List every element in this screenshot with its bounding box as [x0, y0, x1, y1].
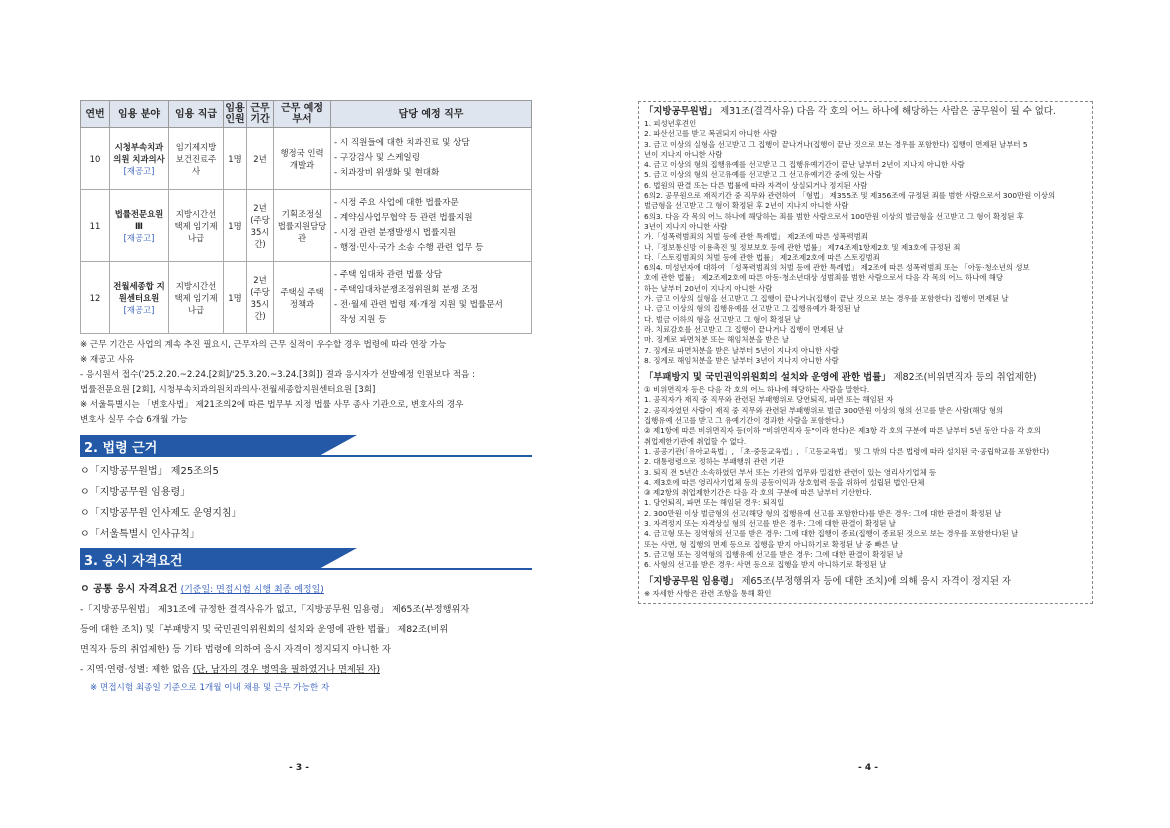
row-count: 1명 — [224, 128, 247, 190]
block1-title: 「지방공무원법」 제31조(결격사유) 다음 각 호의 어느 하나에 해당하는 사람은 공무원이 될 수 없다. — [644, 106, 1056, 117]
row-dept: 행정국 인력개발과 — [274, 128, 331, 190]
requirement-paragraph: -「지방공무원법」 제31조에 규정한 결격사유가 없고,「지방공무원 임용령」 제65조(부정행위자 등에 대한 조치) 및「부패방지 및 국민권익위원회의 설치와 운영에 관한 법률」 제82조(비위 면직자 등의 취업제한) 등 기타 법령에 의하여 응시 자격이 정지되지 아니한 자 - 지역·연령·성별: 제한 없음 (단, 남자의 경우 병역을 필하였거나 면제된 자) ※ 면접시험 최종일 기준으로 1개월 이내 채용 및 근무 가능한 자 — [80, 604, 470, 693]
block3-title: 「지방공무원 임용령」 제65조(부정행위자 등에 대한 조치)에 의해 응시 자격이 정지된 자 — [644, 576, 1011, 588]
block2-title: 「부패방지 및 국민권익위원회의 설치와 운영에 관한 법률」 제82조(비위면직자 등의 취업제한) — [644, 372, 1037, 384]
list-item: ③ 제2항의 취업제한기간은 다음 각 호의 구분에 따른 날부터 기산한다. — [644, 488, 872, 498]
note-line: ※ 재공고 사유 — [80, 355, 135, 365]
row-field: 전월세종합 지원센터요원 [재공고] — [110, 262, 169, 334]
header-field: 임용 분야 — [110, 101, 169, 128]
list-item: ② 제1항에 따른 비위면직자 등(이하 "비위면직자 등"이라 한다)은 제3항 각 호의 구분에 따른 날부터 5년 동안 다음 각 호의 — [644, 426, 1041, 436]
row-duties: - 시정 주요 사업에 대한 법률자문 - 계약심사업무협약 등 관련 법률지원 - 시정 관련 분쟁발생시 법률지원 - 행정·민사·국가 소송 수행 관련 업무 등 — [331, 190, 532, 262]
note-line: 법률전문요원 [2회], 시청부속치과의원치과의사·전월세종합지원센터요원 [3회] — [80, 385, 376, 395]
block1-items — [644, 119, 1087, 366]
header-duties: 담당 예정 직무 — [331, 101, 532, 128]
note-line: - 응시원서 접수('25.2.20.~2.24.[2회]/'25.3.20.~3.24.[3회]) 결과 응시자가 선발예정 인원보다 적음 : — [80, 370, 475, 380]
list-item: 1. 피성년후견인 — [644, 119, 697, 128]
list-item: 2. 300만원 이상 벌금형의 선고(해당 형의 집행유예 선고를 포함한다)를 받은 경우: 그에 대한 판결이 확정된 날 — [644, 508, 1002, 518]
row-duties: - 시 직원들에 대한 치과진료 및 상담 - 구강검사 및 스케일링 - 치과장비 위생화 및 현대화 — [331, 128, 532, 190]
page-number-3: - 3 - — [289, 763, 309, 773]
list-item: 집행유예 선고를 받고 그 유예기간이 경과한 사람을 포함한다.) — [644, 416, 845, 426]
list-item: 2. 대통령령으로 정하는 부패행위 관련 기관 — [644, 457, 785, 467]
list-item: 4. 금고 이상의 형의 집행유예를 선고받고 그 집행유예기간이 끝난 날부터 2년이 지나지 아니한 사람 — [644, 160, 965, 170]
list-item: 1. 공직자가 재직 중 직무와 관련된 부패행위로 당연퇴직, 파면 또는 해임된 자 — [644, 395, 894, 405]
note-line: ※ 서울특별시는 「변호사법」 제21조의2에 따른 법무부 지정 법률 사무 종사 기관으로, 변호사의 경우 — [80, 400, 464, 410]
row-count: 1명 — [224, 262, 247, 334]
row-period: 2년 (주당 35시간) — [247, 262, 274, 334]
block2-items — [644, 385, 1087, 570]
list-item: 6. 법원의 판결 또는 다른 법률에 따라 자격이 상실되거나 정지된 사람 — [644, 180, 868, 190]
list-item: 라. 치료감호를 선고받고 그 집행이 끝나거나 집행이 면제된 날 — [644, 324, 844, 334]
law-item: ㅇ「지방공무원 임용령」 — [80, 487, 191, 498]
list-item: 6의3. 다음 각 목의 어느 하나에 해당하는 죄를 범한 사람으로서 100만원 이상의 벌금형을 선고받고 그 형이 확정된 후 — [644, 211, 1024, 221]
recruitment-table — [80, 100, 532, 334]
row-no: 11 — [81, 190, 110, 262]
section-2-header — [80, 435, 532, 457]
disqualification-box — [638, 101, 1093, 604]
list-item: 5. 금고형 또는 징역형의 집행유예 선고를 받은 경우: 그에 대한 판결이 확정된 날 — [644, 549, 904, 559]
table-notes — [80, 338, 532, 428]
law-list — [80, 461, 532, 545]
list-item: 7. 징계로 파면처분을 받은 날부터 5년이 지나지 아니한 사람 — [644, 345, 839, 355]
row-dept: 기획조정실 법률지원담당관 — [274, 190, 331, 262]
note-line: ※ 근무 기간은 사업의 계속 추진 필요시, 근무자의 근무 실적이 우수할 경우 법령에 따라 연장 가능 — [80, 340, 447, 350]
law-item: ㅇ「서울특별시 인사규칙」 — [80, 529, 200, 540]
header-grade: 임용 직급 — [169, 101, 224, 128]
common-basis-note: (기준일: 면접시험 시행 최종 예정일) — [180, 585, 324, 595]
header-period: 근무 기간 — [247, 101, 274, 128]
list-item: 또는 사면, 형 집행의 면제 등으로 집행을 받지 아니하기로 확정된 날 중 빠른 날 — [644, 539, 899, 549]
section-3-header — [80, 548, 532, 570]
list-item: 2. 파산선고를 받고 복권되지 아니한 사람 — [644, 129, 778, 139]
table-row — [81, 190, 532, 262]
list-item: 하는 날부터 20년이 지나지 아니한 사람 — [644, 283, 773, 293]
list-item: 4. 제3호에 따른 영리사기업체 등의 공동이익과 상호협력 등을 위하여 설립된 법인·단체 — [644, 477, 925, 487]
row-field: 법률전문요원Ⅲ [재공고] — [110, 190, 169, 262]
row-grade: 지방시간선택제 임기제나급 — [169, 190, 224, 262]
list-item: 1. 당연퇴직, 파면 또는 해임된 경우: 퇴직일 — [644, 498, 785, 508]
table-row — [81, 128, 532, 190]
list-item: 다. 벌금 이하의 형을 선고받고 그 형이 확정된 날 — [644, 314, 801, 324]
row-no: 10 — [81, 128, 110, 190]
row-count: 1명 — [224, 190, 247, 262]
row-period: 2년 (주당 35시간) — [247, 190, 274, 262]
list-item: 마. 징계로 파면처분 또는 해임처분을 받은 날 — [644, 335, 789, 345]
law-item: ㅇ「지방공무원법」 제25조의5 — [80, 466, 219, 477]
list-item: 3년이 지나지 아니한 사람 — [644, 221, 728, 231]
list-item: 나.「정보통신망 이용촉진 및 정보보호 등에 관한 법률」 제74조제1항제2호 및 제3호에 규정된 죄 — [644, 242, 961, 252]
law-item: ㅇ「지방공무원 인사제도 운영지침」 — [80, 508, 242, 519]
header-no: 연번 — [81, 101, 110, 128]
row-field: 시청부속치과의원 치과의사 [재공고] — [110, 128, 169, 190]
header-dept: 근무 예정 부서 — [274, 101, 331, 128]
row-period: 2년 — [247, 128, 274, 190]
list-item: 6의2. 공무원으로 재직기간 중 직무와 관련하여 「형법」 제355조 및 제356조에 규정된 죄를 범한 사람으로서 300만원 이상의 — [644, 191, 1056, 201]
list-item: 년이 지나지 아니한 사람 — [644, 149, 723, 159]
list-item: 1. 공공기관(「유아교육법」, 「초·중등교육법」, 「고등교육법」 및 그 밖의 다른 법령에 따라 설치된 국·공립학교를 포함한다) — [644, 446, 1050, 456]
list-item: 3. 자격정지 또는 자격상실 형의 선고를 받은 경우: 그에 대한 판결이 확정된 날 — [644, 518, 896, 528]
note-line: 변호사 실무 수습 6개월 가능 — [80, 415, 188, 425]
page-number-4: - 4 - — [858, 763, 878, 773]
table-row — [81, 262, 532, 334]
list-item: 취업제한기관에 취업할 수 없다. — [644, 436, 747, 446]
list-item: 5. 금고 이상의 형의 선고유예를 선고받고 그 선고유예기간 중에 있는 사람 — [644, 170, 882, 180]
list-item: 다.「스토킹범죄의 처벌 등에 관한 법률」 제2조제2호에 따른 스토킹범죄 — [644, 252, 880, 262]
section-3-title: 3. 응시 자격요건 — [84, 554, 183, 569]
row-no: 12 — [81, 262, 110, 334]
list-item: 가. 금고 이상의 실형을 선고받고 그 집행이 끝나거나(집행이 끝난 것으로 보는 경우를 포함한다) 집행이 면제된 날 — [644, 294, 1009, 304]
row-duties: - 주택 임대차 관련 법률 상담 - 주택임대차분쟁조정위원회 분쟁 조정 - 전·월세 관련 법령 제·개정 지원 및 법률문서 작성 지원 등 — [331, 262, 532, 334]
list-item: 벌금형을 선고받고 그 형이 확정된 후 2년이 지나지 아니한 사람 — [644, 201, 849, 211]
left-page — [80, 100, 532, 696]
list-item: 6의4. 미성년자에 대하여 「성폭력범죄의 처벌 등에 관한 특례법」 제2조에 따른 성폭력범죄 또는 「아동·청소년의 성보 — [644, 263, 1030, 273]
header-count: 임용 인원 — [224, 101, 247, 128]
row-grade: 임기제지방 보건진료주사 — [169, 128, 224, 190]
block3-note: ※ 자세한 사항은 관련 조항을 통해 확인 — [644, 589, 772, 599]
row-grade: 지방시간선택제 임기제나급 — [169, 262, 224, 334]
list-item: 3. 금고 이상의 실형을 선고받고 그 집행이 끝나거나(집행이 끝난 것으로 보는 경우를 포함한다) 집행이 면제된 날부터 5 — [644, 139, 1028, 149]
list-item: 가.「성폭력범죄의 처벌 등에 관한 특례법」 제2조에 따른 성폭력범죄 — [644, 232, 868, 242]
row-dept: 주택실 주택정책과 — [274, 262, 331, 334]
list-item: 호에 관한 법률」 제2조제2호에 따른 아동·청소년대상 성범죄를 범한 사람으로서 다음 각 목의 어느 하나에 해당 — [644, 273, 1004, 283]
list-item: 2. 공직자였던 사람이 재직 중 직무와 관련된 부패행위로 벌금 300만원 이상의 형의 선고를 받은 사람(해당 형의 — [644, 405, 1004, 415]
list-item: 6. 사형의 선고를 받은 경우: 사면 등으로 집행을 받지 아니하기로 확정된 날 — [644, 560, 887, 570]
list-item: 3. 퇴직 전 5년간 소속하였던 부서 또는 기관의 업무와 밀접한 관련이 있는 영리사기업체 등 — [644, 467, 937, 477]
right-page — [638, 101, 1093, 604]
common-requirements: ㅇ 공통 응시 자격요건 (기준일: 면접시험 시행 최종 예정일) — [80, 584, 324, 595]
list-item: 4. 금고형 또는 징역형의 선고를 받은 경우: 그에 대한 집행이 종료(집행이 종료된 것으로 보는 경우를 포함한다)된 날 — [644, 529, 1019, 539]
list-item: ① 비위면직자 등은 다음 각 호의 어느 하나에 해당하는 사람을 말한다. — [644, 385, 870, 395]
section-2-title: 2. 법령 근거 — [84, 441, 158, 456]
list-item: 8. 징계로 해임처분을 받은 날부터 3년이 지나지 아니한 사람 — [644, 355, 839, 365]
list-item: 나. 금고 이상의 형의 집행유예를 선고받고 그 집행유예가 확정된 날 — [644, 304, 861, 314]
